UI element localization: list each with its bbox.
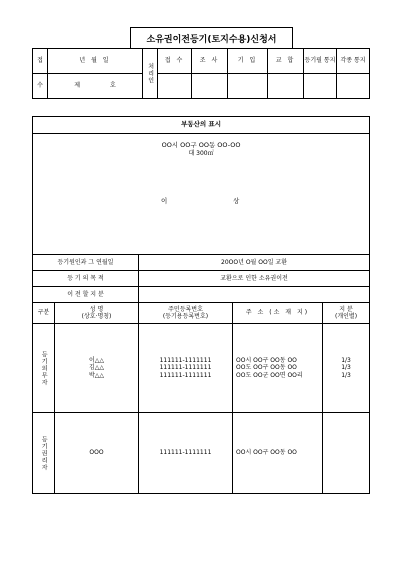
property-description — [33, 134, 370, 255]
cell-inspection[interactable] — [192, 74, 228, 99]
property-header: 부동산의 표시 — [33, 117, 370, 134]
receipt-number-label: 제 호 — [48, 74, 143, 99]
property-address: OO시 OO구 OO동 OO-OO — [161, 141, 241, 149]
cell-various-notice[interactable] — [337, 74, 370, 99]
header-address: 주 소 (소 재 지) — [233, 303, 323, 324]
obligee-name: OOO — [55, 413, 139, 494]
property-area: 대 300㎡ — [188, 149, 214, 157]
share-value[interactable] — [139, 287, 370, 303]
cause-value: 20OO년 O월 OO일 교환 — [139, 255, 370, 271]
obligor-names: 이△△ 김△△ 박△△ — [55, 324, 139, 413]
cell-entry[interactable] — [228, 74, 268, 99]
purpose-label: 등 기 의 목 적 — [33, 271, 139, 287]
col-entry: 기 입 — [228, 49, 268, 74]
receipt-table — [32, 48, 370, 99]
process-label: 처리인 — [143, 49, 158, 99]
col-various-notice: 각종 통지 — [337, 49, 370, 74]
cell-receipt[interactable] — [158, 74, 192, 99]
obligor-addresses: OO시 OO구 OO동 OO OO도 OO구 OO동 OO OO도 OO군 OO면 OO리 — [233, 324, 323, 413]
obligor-ids: 111111-1111111 111111-1111111 111111-1111111 — [139, 324, 233, 413]
col-receipt: 접 수 — [158, 49, 192, 74]
obligee-id: 111111-1111111 — [139, 413, 233, 494]
header-share: 지 분 (개인별) — [323, 303, 370, 324]
header-id: 주민등록번호 (등기용등록번호) — [139, 303, 233, 324]
obligee-share[interactable] — [323, 413, 370, 494]
ditto-left: 이 — [161, 197, 168, 205]
header-type: 구분 — [33, 303, 55, 324]
cell-collation[interactable] — [268, 74, 304, 99]
cell-completion-notice[interactable] — [304, 74, 337, 99]
obligor-label: 등기의무자 — [33, 324, 55, 413]
header-name: 성 명 (상호·명칭) — [55, 303, 139, 324]
document-title: 소유권이전등기(토지수용)신청서 — [130, 27, 293, 49]
receipt-date-label: 년 월 일 — [48, 49, 143, 74]
ditto-right: 상 — [233, 197, 240, 205]
col-collation: 교 합 — [268, 49, 304, 74]
cause-label: 등기원인과 그 연월일 — [33, 255, 139, 271]
receipt-side-label-bottom: 수 — [33, 74, 48, 99]
obligor-shares: 1/3 1/3 1/3 — [323, 324, 370, 413]
purpose-value: 교환으로 인한 소유권이전 — [139, 271, 370, 287]
col-inspection: 조 사 — [192, 49, 228, 74]
share-label: 이 전 할 지 분 — [33, 287, 139, 303]
obligee-address: OO시 OO구 OO동 OO — [233, 413, 323, 494]
receipt-side-label-top: 접 — [33, 49, 48, 74]
obligee-label: 등기권리자 — [33, 413, 55, 494]
main-form-table — [32, 116, 370, 494]
col-completion-notice: 등기필 통지 — [304, 49, 337, 74]
